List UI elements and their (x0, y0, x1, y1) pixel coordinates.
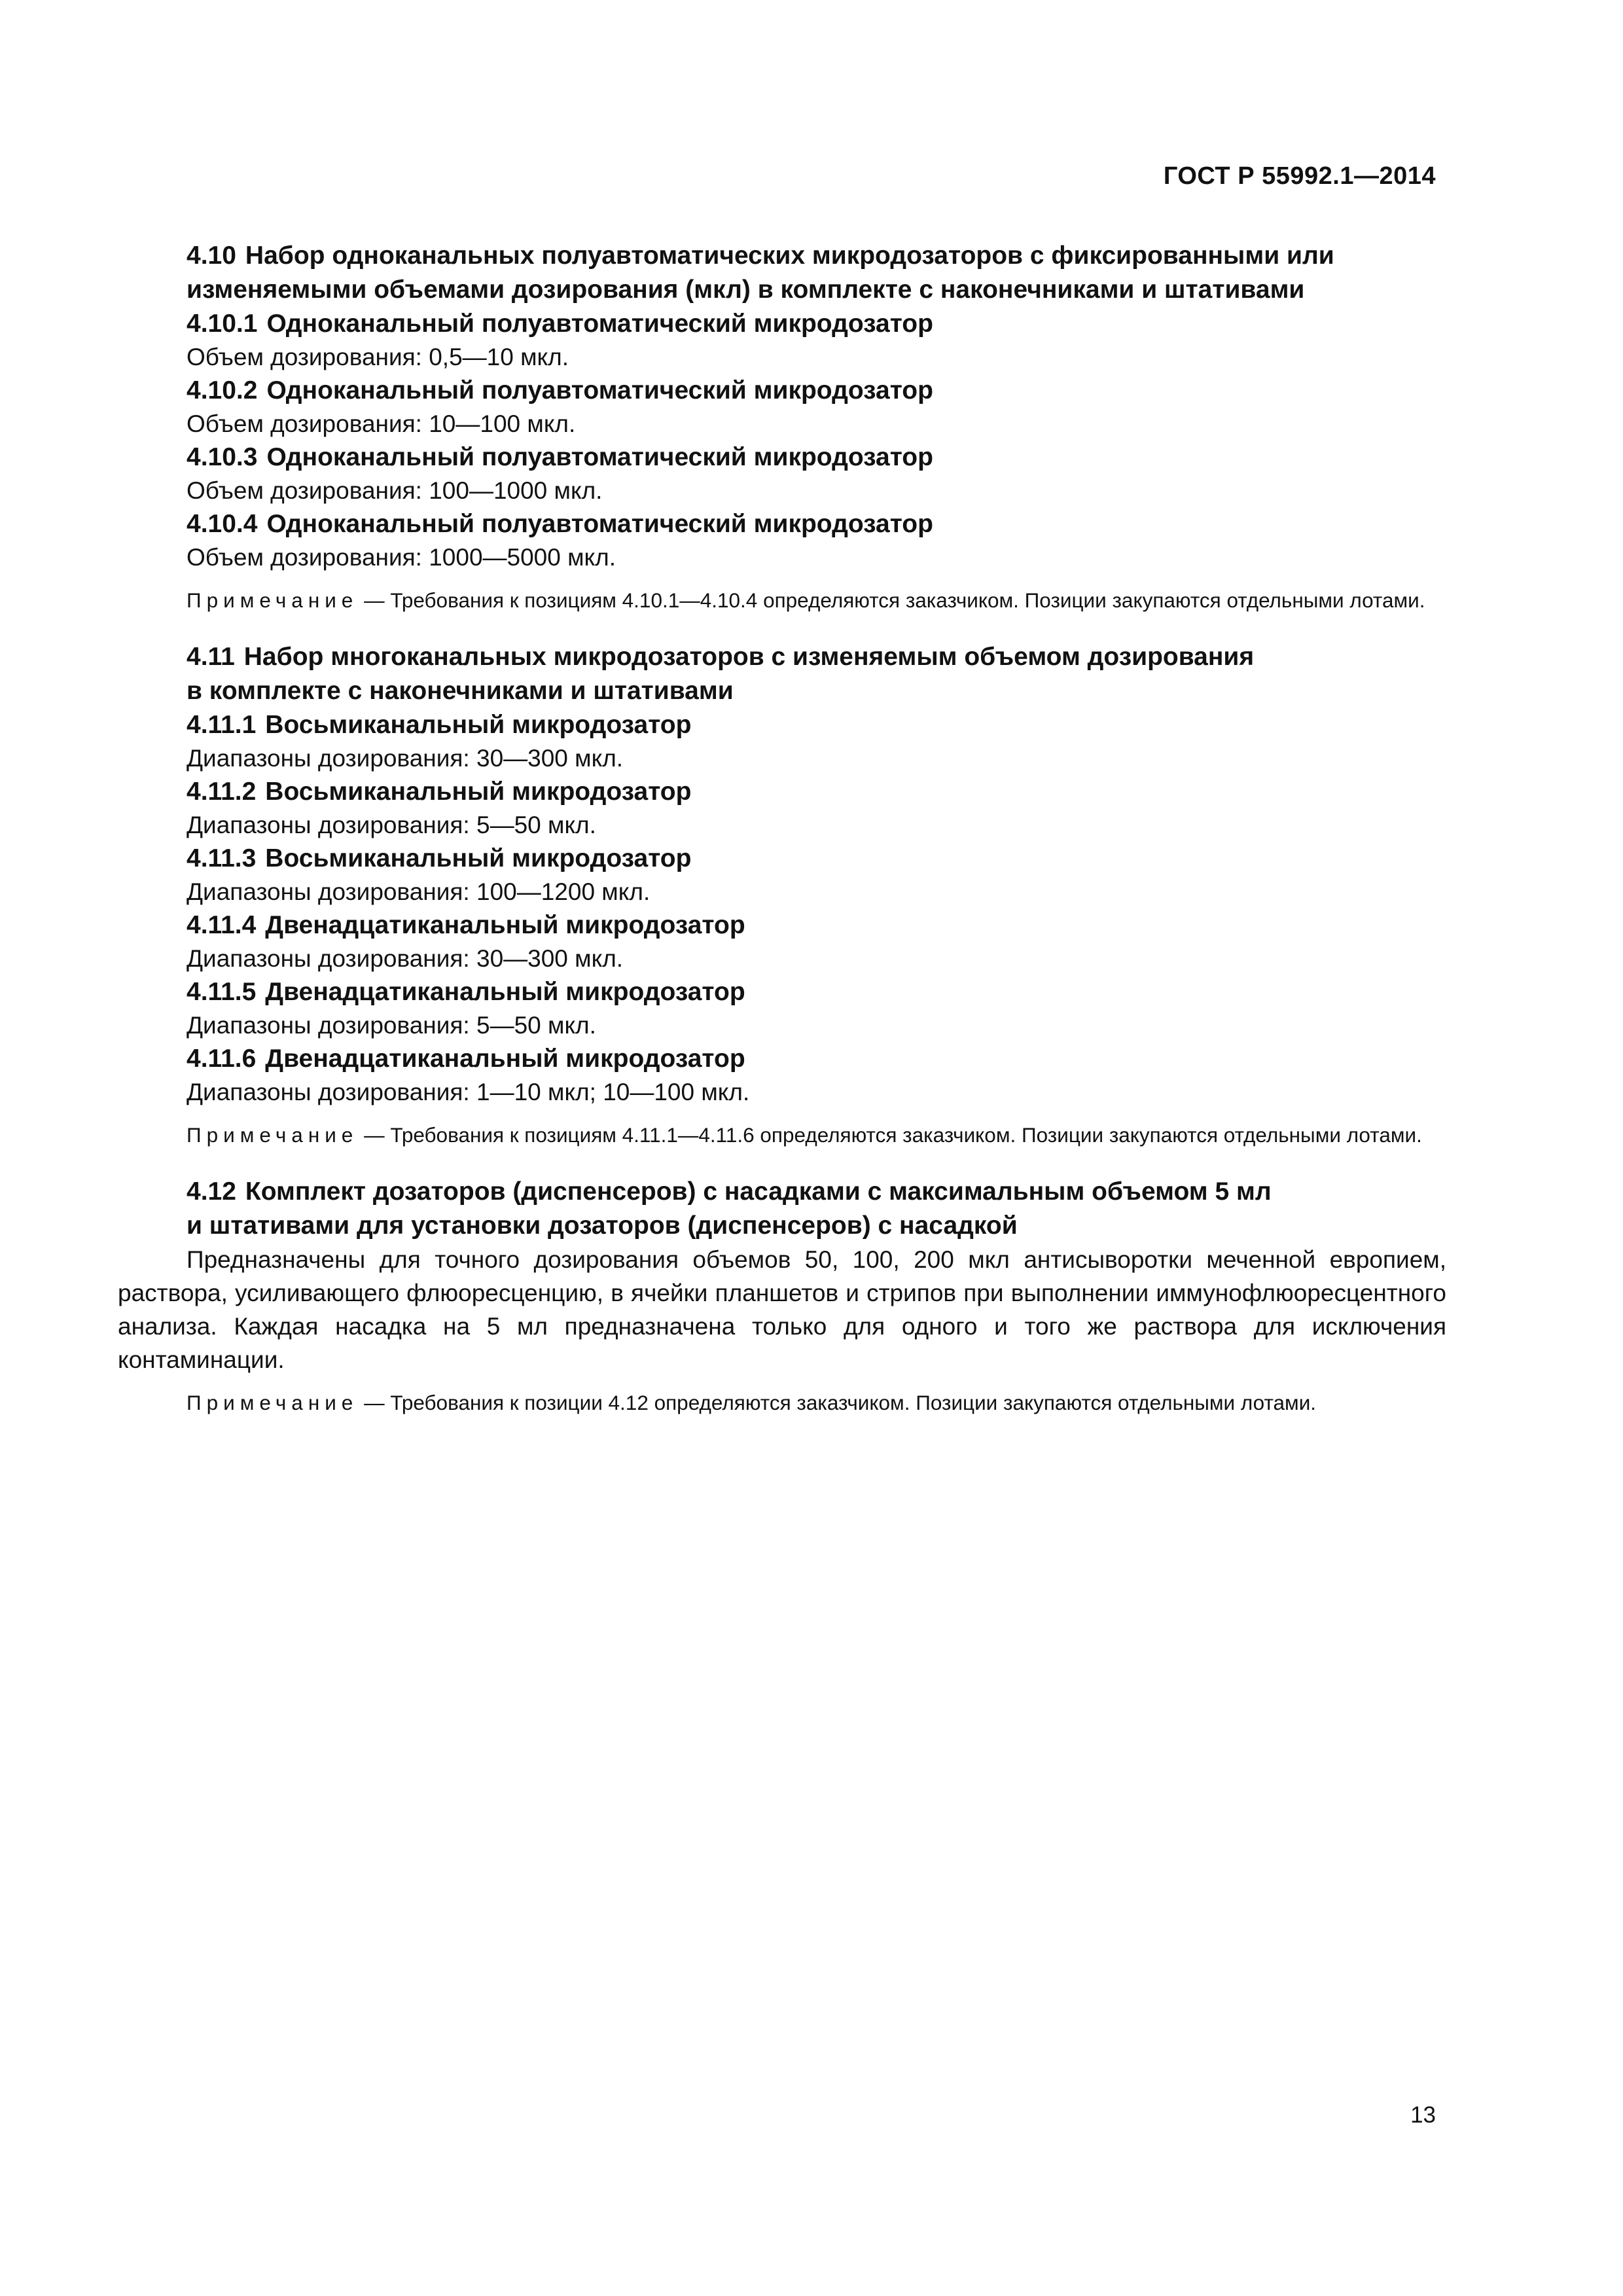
section-title-line-1: Комплект дозаторов (диспенсеров) с насадками с максимальным объемом 5 мл (245, 1177, 1272, 1206)
item-number: 4.11.4 (187, 911, 257, 939)
item-number: 4.11.2 (187, 778, 257, 806)
item-title-text: Восьмиканальный микродозатор (265, 844, 692, 872)
section-4-12-paragraph: Предназначены для точного дозирования объемов 50, 100, 200 мкл антисыворотки меченной европием, раствора, усиливающего флюоресценцию, в ячейки планшетов и стрипов при выполнении иммунофлюоресцентного анализа. Каждая насадка на 5 мл предназначена только для одного и того же раствора для исключения контаминации. (118, 1246, 1446, 1373)
item-4-10-3-text: Объем дозирования: 100—1000 мкл. (187, 477, 603, 504)
note-label: Примечание (187, 1391, 359, 1414)
item-4-11-3-title (118, 842, 1446, 875)
item-4-10-1-title (118, 307, 1446, 340)
item-4-11-2-text: Диапазоны дозирования: 5—50 мкл. (187, 812, 596, 838)
note-4-10 (118, 586, 1446, 615)
item-4-11-1-text: Диапазоны дозирования: 30—300 мкл. (187, 745, 624, 772)
item-number: 4.11.3 (187, 844, 257, 872)
item-title-text: Восьмиканальный микродозатор (265, 778, 692, 806)
item-4-11-5-text: Диапазоны дозирования: 5—50 мкл. (187, 1012, 596, 1039)
item-number: 4.10.3 (187, 443, 258, 471)
item-title-text: Одноканальный полуавтоматический микродозатор (266, 376, 933, 404)
item-4-11-2-title (118, 775, 1446, 808)
item-number: 4.10.4 (187, 510, 258, 538)
document-body (118, 239, 1446, 1418)
item-number: 4.10.1 (187, 310, 258, 338)
item-4-10-4-title (118, 507, 1446, 541)
item-title-text: Двенадцатиканальный микродозатор (265, 911, 745, 939)
item-4-10-2-text: Объем дозирования: 10—100 мкл. (187, 410, 576, 437)
item-4-11-1-title (118, 708, 1446, 742)
section-4-11-heading (118, 640, 1446, 708)
item-number: 4.11.5 (187, 978, 257, 1006)
item-title-text: Двенадцатиканальный микродозатор (265, 1045, 745, 1073)
item-4-10-4-text: Объем дозирования: 1000—5000 мкл. (187, 544, 616, 571)
item-4-11-4-text: Диапазоны дозирования: 30—300 мкл. (187, 945, 624, 972)
item-4-10-3-title (118, 440, 1446, 474)
note-4-12 (118, 1388, 1446, 1418)
section-title-line-2: и штативами для установки дозаторов (диспенсеров) с насадкой (187, 1211, 1018, 1240)
item-4-11-3-text: Диапазоны дозирования: 100—1200 мкл. (187, 878, 651, 905)
item-title-text: Одноканальный полуавтоматический микродозатор (266, 443, 933, 471)
section-4-10-heading (118, 239, 1446, 307)
section-title: Набор одноканальных полуавтоматических микродозаторов с фиксированными или изменяемыми объемами дозирования (мкл) в комплекте с наконечниками и штативами (187, 242, 1334, 304)
item-title-text: Одноканальный полуавтоматический микродозатор (266, 310, 933, 338)
note-label: Примечание (187, 588, 359, 612)
item-title-text: Двенадцатиканальный микродозатор (265, 978, 745, 1006)
page-number: 13 (1410, 2102, 1436, 2128)
note-text: — Требования к позициям 4.10.1—4.10.4 определяются заказчиком. Позиции закупаются отдельными лотами. (364, 588, 1425, 612)
section-4-12-heading (118, 1175, 1446, 1243)
section-number: 4.11 (187, 643, 235, 671)
section-title-line-2: в комплекте с наконечниками и штативами (187, 677, 734, 705)
item-4-11-5-title (118, 975, 1446, 1009)
item-4-11-4-title (118, 908, 1446, 942)
item-4-10-2-title (118, 374, 1446, 407)
item-number: 4.11.6 (187, 1045, 257, 1073)
note-text: — Требования к позициям 4.11.1—4.11.6 определяются заказчиком. Позиции закупаются отдельными лотами. (364, 1123, 1422, 1147)
item-title-text: Восьмиканальный микродозатор (265, 711, 692, 739)
item-4-11-6-title (118, 1042, 1446, 1075)
document-id: ГОСТ Р 55992.1—2014 (1163, 162, 1436, 190)
note-label: Примечание (187, 1123, 359, 1147)
item-4-11-6-text: Диапазоны дозирования: 1—10 мкл; 10—100 мкл. (187, 1079, 750, 1105)
item-4-10-1-text: Объем дозирования: 0,5—10 мкл. (187, 344, 569, 370)
item-number: 4.10.2 (187, 376, 258, 404)
section-number: 4.12 (187, 1177, 236, 1206)
item-number: 4.11.1 (187, 711, 257, 739)
section-number: 4.10 (187, 242, 236, 270)
section-title-line-1: Набор многоканальных микродозаторов с изменяемым объемом дозирования (243, 643, 1255, 671)
note-text: — Требования к позиции 4.12 определяются заказчиком. Позиции закупаются отдельными лотами. (364, 1391, 1317, 1414)
note-4-11 (118, 1121, 1446, 1150)
item-title-text: Одноканальный полуавтоматический микродозатор (266, 510, 933, 538)
